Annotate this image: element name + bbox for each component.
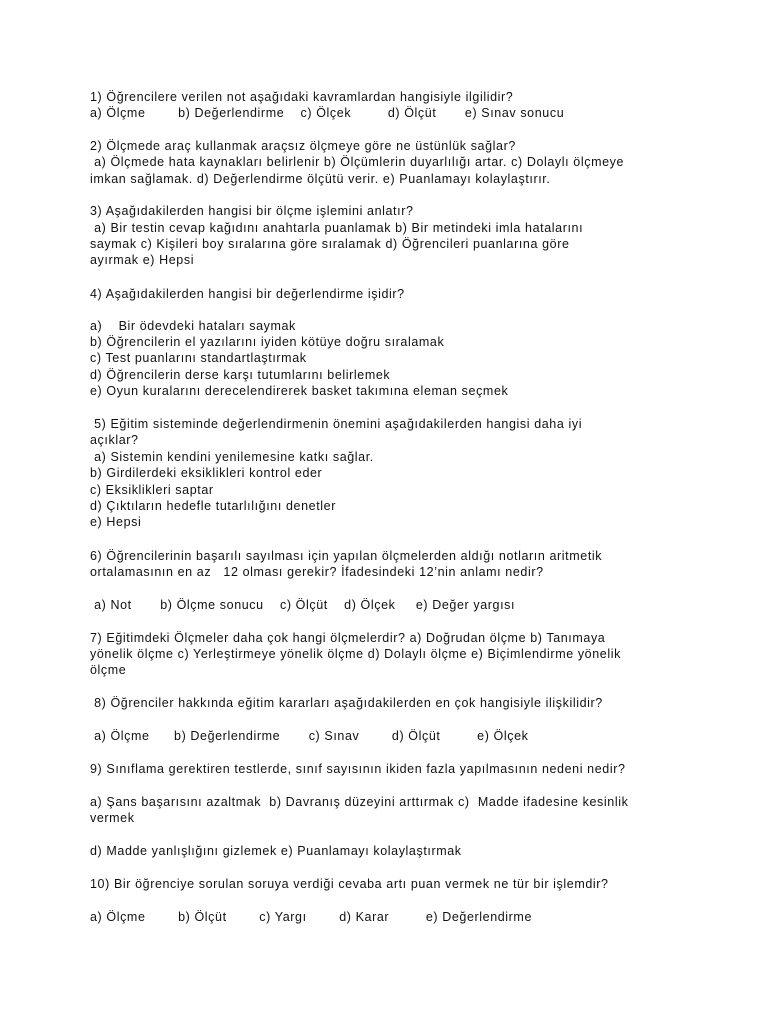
question-4-option-d: d) Öğrencilerin derse karşı tutumlarını belirlemek bbox=[90, 368, 391, 382]
question-5-option-d: d) Çıktıların hedefle tutarlılığını denetler bbox=[90, 499, 336, 513]
question-9-options-line-2: vermek bbox=[90, 811, 135, 825]
question-5-option-c: c) Eksiklikleri saptar bbox=[90, 483, 214, 497]
question-2-options-line-1: a) Ölçmede hata kaynakları belirlenir b) Ölçümlerin duyarlılığı artar. c) Dolaylı ölçmeye bbox=[90, 155, 625, 169]
question-8: 8) Öğrenciler hakkında eğitim kararları aşağıdakilerden en çok hangisiyle ilişkilidir? bbox=[90, 696, 603, 710]
question-1: 1) Öğrencilere verilen not aşağıdaki kavramlardan hangisiyle ilgilidir? bbox=[90, 90, 514, 104]
question-10: 10) Bir öğrenciye sorulan soruya verdiği cevaba artı puan vermek ne tür bir işlemdir? bbox=[90, 877, 609, 891]
question-4: 4) Aşağıdakilerden hangisi bir değerlendirme işidir? bbox=[90, 287, 405, 301]
question-2-options-line-2: imkan sağlamak. d) Değerlendirme ölçütü verir. e) Puanlamayı kolaylaştırır. bbox=[90, 172, 551, 186]
question-3-options-line-2: saymak c) Kişileri boy sıralarına göre sıralamak d) Öğrencileri puanlarına göre bbox=[90, 237, 570, 251]
question-9-options-line-1: a) Şans başarısını azaltmak b) Davranış düzeyini arttırmak c) Madde ifadesine kesinlik bbox=[90, 795, 629, 809]
question-5-line-1: 5) Eğitim sisteminde değerlendirmenin önemini aşağıdakilerden hangisi daha iyi bbox=[90, 417, 583, 431]
question-4-option-a: a) Bir ödevdeki hataları saymak bbox=[90, 319, 296, 333]
question-8-options: a) Ölçme b) Değerlendirme c) Sınav d) Ölçüt e) Ölçek bbox=[90, 729, 529, 743]
question-5-option-e: e) Hepsi bbox=[90, 515, 142, 529]
question-9-options-line-3: d) Madde yanlışlığını gizlemek e) Puanlamayı kolaylaştırmak bbox=[90, 844, 462, 858]
question-6-line-2: ortalamasının en az 12 olması gerekir? İfadesindeki 12’nin anlamı nedir? bbox=[90, 565, 544, 579]
question-5-option-b: b) Girdilerdeki eksiklikleri kontrol eder bbox=[90, 466, 323, 480]
question-7-line-3: ölçme bbox=[90, 663, 127, 677]
question-3-options-line-3: ayırmak e) Hepsi bbox=[90, 253, 195, 267]
question-4-option-c: c) Test puanlarını standartlaştırmak bbox=[90, 351, 307, 365]
question-3-options-line-1: a) Bir testin cevap kağıdını anahtarla puanlamak b) Bir metindeki imla hatalarını bbox=[90, 221, 584, 235]
question-5-option-a: a) Sistemin kendini yenilemesine katkı sağlar. bbox=[90, 450, 374, 464]
question-6-options: a) Not b) Ölçme sonucu c) Ölçüt d) Ölçek e) Değer yargısı bbox=[90, 598, 516, 612]
question-3: 3) Aşağıdakilerden hangisi bir ölçme işlemini anlatır? bbox=[90, 204, 414, 218]
question-4-option-e: e) Oyun kuralarını derecelendirerek basket takımına eleman seçmek bbox=[90, 384, 509, 398]
question-1-options: a) Ölçme b) Değerlendirme c) Ölçek d) Ölçüt e) Sınav sonucu bbox=[90, 106, 565, 120]
question-7-line-1: 7) Eğitimdeki Ölçmeler daha çok hangi ölçmelerdir? a) Doğrudan ölçme b) Tanımaya bbox=[90, 631, 606, 645]
question-9: 9) Sınıflama gerektiren testlerde, sınıf sayısının ikiden fazla yapılmasının nedeni nedir? bbox=[90, 762, 626, 776]
question-2: 2) Ölçmede araç kullanmak araçsız ölçmeye göre ne üstünlük sağlar? bbox=[90, 139, 516, 153]
question-4-option-b: b) Öğrencilerin el yazılarını iyiden kötüye doğru sıralamak bbox=[90, 335, 445, 349]
question-6-line-1: 6) Öğrencilerinin başarılı sayılması için yapılan ölçmelerden aldığı notların aritmetik bbox=[90, 549, 603, 563]
question-10-options: a) Ölçme b) Ölçüt c) Yargı d) Karar e) Değerlendirme bbox=[90, 910, 533, 924]
question-5-line-2: açıklar? bbox=[90, 433, 139, 447]
question-7-line-2: yönelik ölçme c) Yerleştirmeye yönelik ölçme d) Dolaylı ölçme e) Biçimlendirme yönelik bbox=[90, 647, 621, 661]
